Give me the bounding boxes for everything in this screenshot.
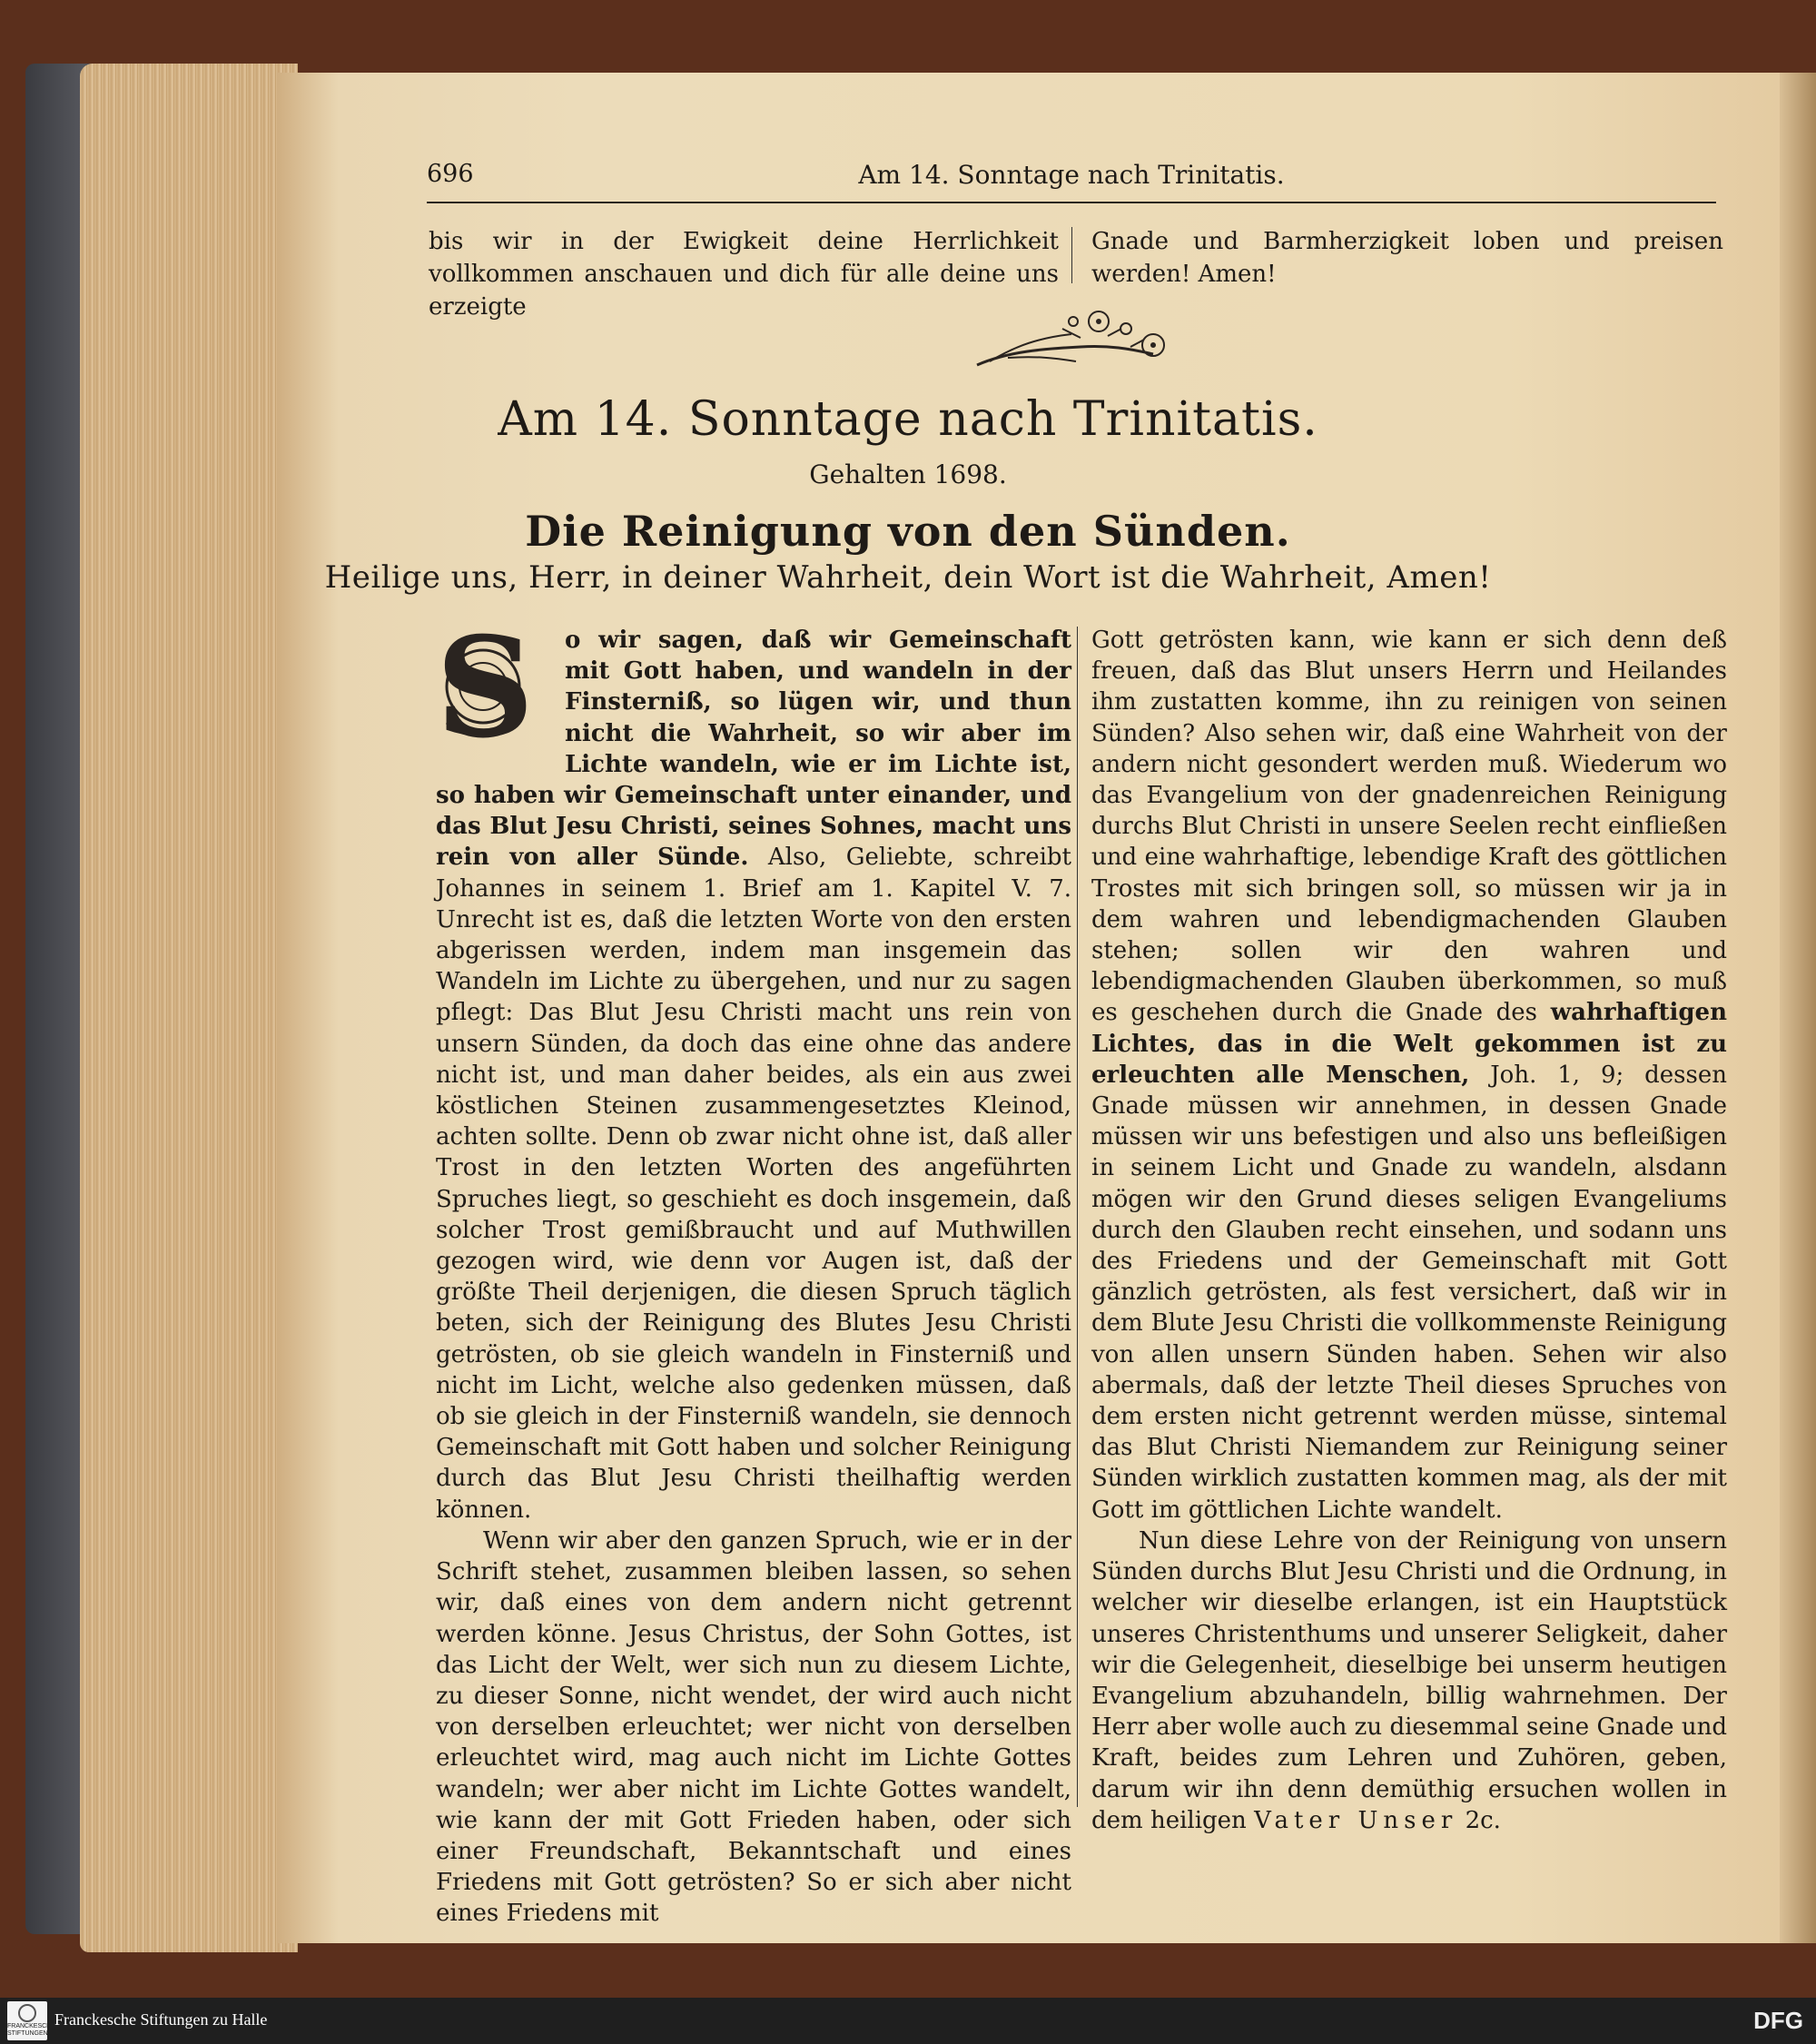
sermon-date: Gehalten 1698. [809,459,1007,489]
emblem-icon [18,2004,36,2022]
footer-bar [0,1998,1816,2044]
dfg-logo: DFG [1753,2007,1803,2034]
text-column-left [436,607,1071,1930]
scripture-quote: o wir sagen, daß wir Gemeinschaft mit Gott haben, und wandeln in der Finsterniß, so lügen wir, und thun nicht die Wahrheit, so wir aber im Lichte wandeln, wie er im Lichte ist, so haben wir Gemeinschaft unter einander, und das Blut Jesu Christi, seines Sohnes, macht uns rein von aller Sünde. [436,627,1071,872]
top-text-left: bis wir in der Ewigkeit deine Herrlichkeit vollkommen anschauen und dich für alle deine uns erzeigte [429,228,1059,321]
column-divider-top [1071,227,1072,283]
paragraph-text: Nun diese Lehre von der Reinigung von unsern Sünden durchs Blut Jesu Christi und die Ordnung, in welcher wir dieselbe erlangen, ist ein Hauptstück unseres Christenthums und unserer Seligkeit, daher wir die Gelegenheit, dieselbige bei unserm heutigen Evangelium abzuhandeln, billig wahrnehmen. Der Herr aber wolle auch zu diesemmal seine Gnade und Kraft, beides zum Lehren und Zuhören, geben, darum wir ihn denn demüthig ersuchen wollen in dem heiligen [1091,1526,1727,1834]
running-head: Am 14. Sonntage nach Trinitatis. [858,160,1285,190]
sermon-motto: Heilige uns, Herr, in deiner Wahrheit, dein Wort ist die Wahrheit, Amen! [324,559,1492,596]
page-stack [80,64,298,1952]
sermon-subtitle: Die Reinigung von den Sünden. [525,507,1291,556]
flower-ornament-icon [972,301,1171,374]
drop-cap: S [436,625,552,750]
scripture-quote: wahrhaftigen Lichtes, das in die Welt gekommen ist zu erleuchten alle Menschen, [1091,999,1727,1089]
page-header [427,160,1716,203]
paragraph-text: Gott getrösten kann, wie kann er sich denn deß freuen, daß das Blut unsers Herrn und Heilandes ihm zustatten komme, ihn zu reinigen von seinen Sünden? Also sehen wir, daß eine Wahrheit von der andern nicht gesondert werden muß. Wiederum wo das Evangelium von der gnadenreichen Reinigung durchs Blut Christi in unsere Seelen recht einfließen und eine wahrhaftige, lebendige Kraft des göttlichen Trostes mit sich bringen soll, so müssen wir ja in dem wahren und lebendigmachenden Glauben stehen; sollen wir den wahren und lebendigmachenden Glauben überkommen, so muß es geschehen durch die Gnade des [1091,627,1727,1027]
column-divider [1077,627,1078,1807]
paragraph-text: Also, Geliebte, schreibt Johannes in seinem 1. Brief am 1. Kapitel V. 7. Unrecht ist es, daß die letzten Worte von den ersten abgerissen werden, indem man insgemein das Wandeln im Lichte zu übergehen, und nur zu sagen pflegt: Das Blut Jesu Christi macht uns rein von unsern Sünden, da doch das eine ohne das andere nicht ist, und man daher beides, als ein aus zwei köstlichen Steinen zusammengesetztes Kleinod, achten sollte. Denn ob zwar nicht ohne ist, daß aller Trost in den letzten Worten des angeführten Spruches liegt, so geschieht es doch insgemein, daß solcher Trost gemißbraucht und auf Muthwillen gezogen wird, wie denn vor Augen ist, daß der größte Theil derjenigen, die diesen Spruch täglich beten, sich der Reinigung des Blutes Jesu Christi getrösten, ob sie gleich wandeln in Finsterniß und nicht im Licht, welche also gedenken müssen, daß ob sie gleich in der Finsterniß wandeln, sie dennoch Gemeinschaft mit Gott haben und solcher Reinigung durch das Blut Jesu Christi theilhaftig werden können. [436,844,1071,1524]
sermon-title: Am 14. Sonntage nach Trinitatis. [498,392,1318,447]
paragraph-text: Wenn wir aber den ganzen Spruch, wie er in der Schrift stehet, zusammen bleiben lassen, so sehen wir, daß eines von dem andern nicht getrennt werden könne. Jesus Christus, der Sohn Gottes, ist das Licht der Welt, wer sich nun zu diesem Lichte, zu dieser Sonne, nicht wendet, der wird auch nicht von derselben erleuchtet; wer nicht von derselben erleuchtet wird, mag auch nicht im Lichte Gottes wandeln; wer aber nicht im Lichte Gottes wandelt, wie kann der mit Gott Frieden haben, oder sich einer Freundschaft, Bekanntschaft und eines Friedens mit Gott getrösten? So er sich aber nicht eines Friedens mit [436,1526,1071,1928]
institution-name: Franckesche Stiftungen zu Halle [54,2010,268,2029]
paragraph-end: 2c. [1457,1806,1501,1834]
page-number: 696 [427,160,474,188]
top-text-right: Gnade und Barmherzigkeit loben und preisen werden! Amen! [1091,228,1723,288]
prayer-name: Vater Unser [1254,1806,1458,1834]
text-column-right [1091,625,1727,1836]
institution-logo: FRANCKESCHE STIFTUNGEN [7,2001,47,2040]
paragraph-text: Joh. 1, 9; dessen Gnade müssen wir annehmen, in dessen Gnade müssen wir uns befestigen und also uns befleißigen in seinem Licht und Gnade zu wandeln, alsdann mögen wir den Grund dieses seligen Evangeliums durch den Glauben recht einsehen, und sodann uns des Friedens und der Gemeinschaft mit Gott gänzlich getrösten, als fest versichert, daß wir in dem Blute Jesu Christi die vollkommenste Reinigung von allen unsern Sünden haben. Sehen wir also abermals, daß der letzte Theil dieses Spruches von dem ersten nicht getrennt werden müsse, sintemal das Blut Christi Niemandem zur Reinigung seiner Sünden wirklich zustatten kommen mag, als der mit Gott im göttlichen Lichte wandelt. [1091,1061,1727,1524]
page-edge [1780,73,1816,1943]
